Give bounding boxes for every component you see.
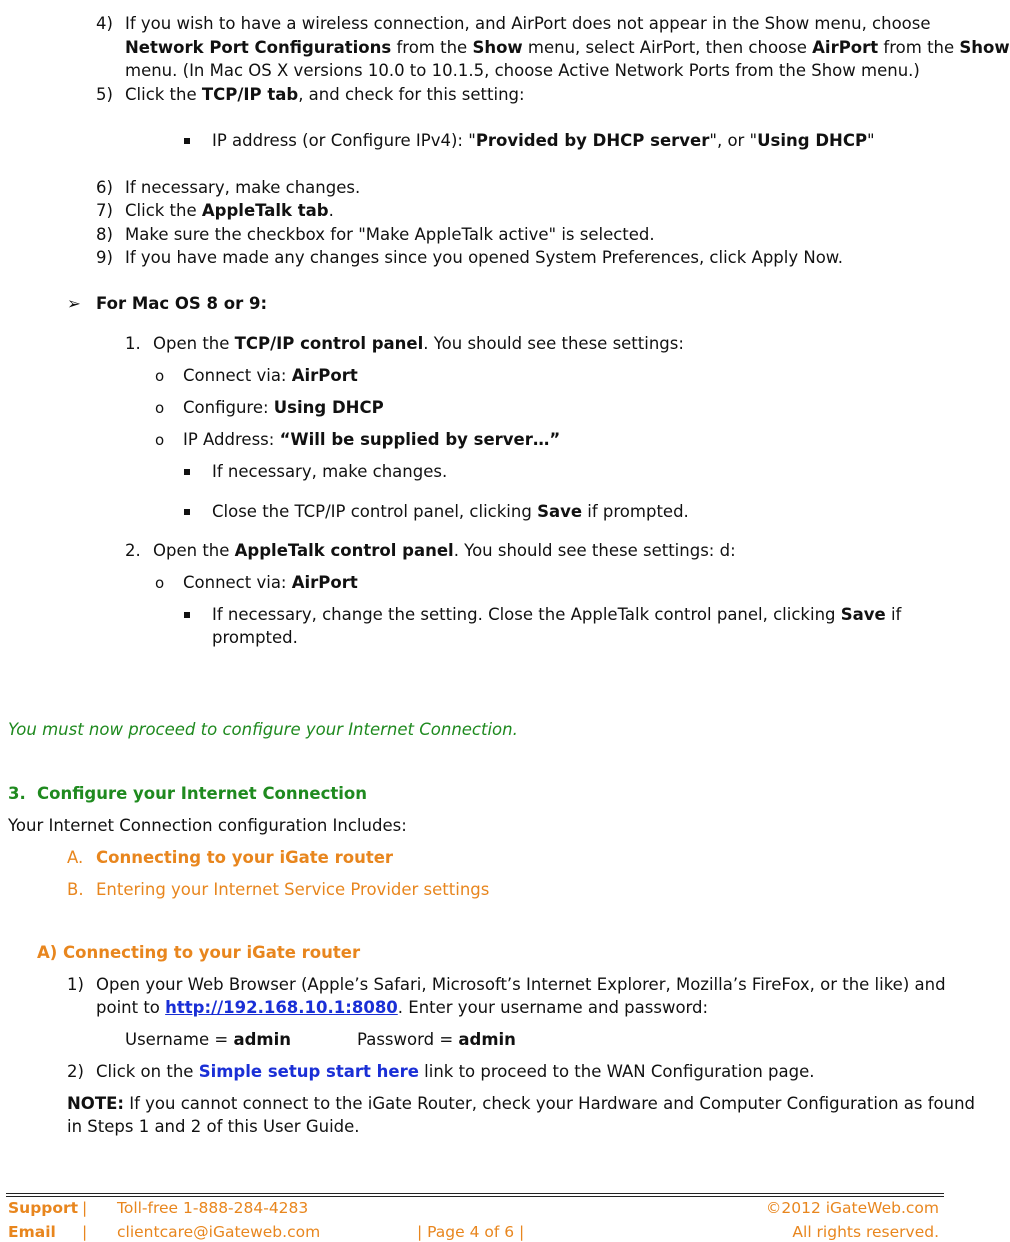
step-text: Click the TCP/IP tab, and check for this setting:: [125, 85, 525, 104]
footer-email-label: Email: [8, 1223, 56, 1241]
proceed-note: You must now proceed to configure your Internet Connection.: [8, 720, 518, 739]
step-text: If you wish to have a wireless connection, and AirPort does not appear in the Show menu, choose: [125, 14, 931, 33]
square-bullet-icon: [184, 469, 190, 475]
arrow-bullet-icon: ➢: [67, 294, 81, 313]
sub-text: If necessary, make changes.: [212, 462, 448, 481]
setting-text: IP Address: “Will be supplied by server…”: [183, 430, 561, 449]
footer-page-number: | Page 4 of 6 |: [417, 1223, 525, 1241]
footer-rule-bottom: [6, 1196, 944, 1197]
step-number: 8): [96, 225, 113, 244]
step-text: If necessary, make changes.: [125, 178, 361, 197]
footer-rights: All rights reserved.: [792, 1223, 939, 1241]
section-intro: Your Internet Connection configuration Includes:: [8, 816, 407, 835]
setting-text: Configure: Using DHCP: [183, 398, 384, 417]
step-number: 5): [96, 85, 113, 104]
section-number: 3.: [8, 784, 26, 803]
step-text-line2: Network Port Configurations from the Show menu, select AirPort, then choose AirPort from the Show: [125, 38, 1010, 57]
step-number: 1): [67, 975, 84, 994]
simple-setup-link[interactable]: Simple setup start here: [198, 1062, 419, 1081]
section-title: Configure your Internet Connection: [37, 784, 367, 803]
toc-text: Connecting to your iGate router: [96, 848, 394, 867]
footer-email[interactable]: clientcare@iGateweb.com: [117, 1223, 321, 1241]
footer-rule-top: [6, 1193, 944, 1194]
step-number: 2.: [125, 541, 141, 560]
subsection-title: A) Connecting to your iGate router: [37, 943, 361, 962]
footer-separator: |: [82, 1199, 88, 1217]
step-number: 6): [96, 178, 113, 197]
ip-setting-text: IP address (or Configure IPv4): "Provided by DHCP server", or "Using DHCP": [212, 131, 875, 150]
circle-bullet-icon: o: [155, 431, 165, 449]
sub-text-line2: prompted.: [212, 628, 298, 647]
square-bullet-icon: [184, 138, 190, 144]
toc-letter: A.: [67, 848, 84, 867]
setting-text: Connect via: AirPort: [183, 573, 358, 592]
step-text: Click the AppleTalk tab.: [125, 201, 334, 220]
sub-text: If necessary, change the setting. Close the AppleTalk control panel, clicking Save if: [212, 605, 902, 624]
note-text-line2: in Steps 1 and 2 of this User Guide.: [67, 1117, 360, 1136]
step-text: Make sure the checkbox for "Make AppleTalk active" is selected.: [125, 225, 655, 244]
router-url-link[interactable]: http://192.168.10.1:8080: [165, 998, 398, 1017]
step-text: Open the TCP/IP control panel. You should see these settings:: [153, 334, 684, 353]
step-number: 7): [96, 201, 113, 220]
square-bullet-icon: [184, 509, 190, 515]
circle-bullet-icon: o: [155, 574, 165, 592]
footer-separator: |: [82, 1223, 88, 1241]
step-text-line3: menu. (In Mac OS X versions 10.0 to 10.1.5, choose Active Network Ports from the Show menu.): [125, 61, 920, 80]
toc-text: Entering your Internet Service Provider settings: [96, 880, 490, 899]
note-text: NOTE: If you cannot connect to the iGate Router, check your Hardware and Computer Configuration as found: [67, 1094, 976, 1113]
sub-text: Close the TCP/IP control panel, clicking Save if prompted.: [212, 502, 689, 521]
square-bullet-icon: [184, 612, 190, 618]
step-text: Open your Web Browser (Apple’s Safari, Microsoft’s Internet Explorer, Mozilla’s FireFox, or the like) and: [96, 975, 946, 994]
step-number: 1.: [125, 334, 141, 353]
step-text: Open the AppleTalk control panel. You should see these settings: d:: [153, 541, 736, 560]
footer-copyright: ©2012 iGateWeb.com: [765, 1199, 939, 1217]
password-text: Password = admin: [357, 1030, 516, 1049]
section-heading: For Mac OS 8 or 9:: [96, 294, 268, 313]
toc-letter: B.: [67, 880, 84, 899]
footer-tollfree: Toll-free 1-888-284-4283: [117, 1199, 309, 1217]
step-text-line2: point to http://192.168.10.1:8080. Enter your username and password:: [96, 998, 709, 1017]
footer-support-label: Support: [8, 1199, 79, 1217]
circle-bullet-icon: o: [155, 399, 165, 417]
step-number: 2): [67, 1062, 84, 1081]
circle-bullet-icon: o: [155, 367, 165, 385]
step-text: If you have made any changes since you opened System Preferences, click Apply Now.: [125, 248, 844, 267]
step-number: 4): [96, 14, 113, 33]
step-text: Click on the Simple setup start here link to proceed to the WAN Configuration page.: [96, 1062, 815, 1081]
setting-text: Connect via: AirPort: [183, 366, 358, 385]
username-text: Username = admin: [125, 1030, 291, 1049]
step-number: 9): [96, 248, 113, 267]
